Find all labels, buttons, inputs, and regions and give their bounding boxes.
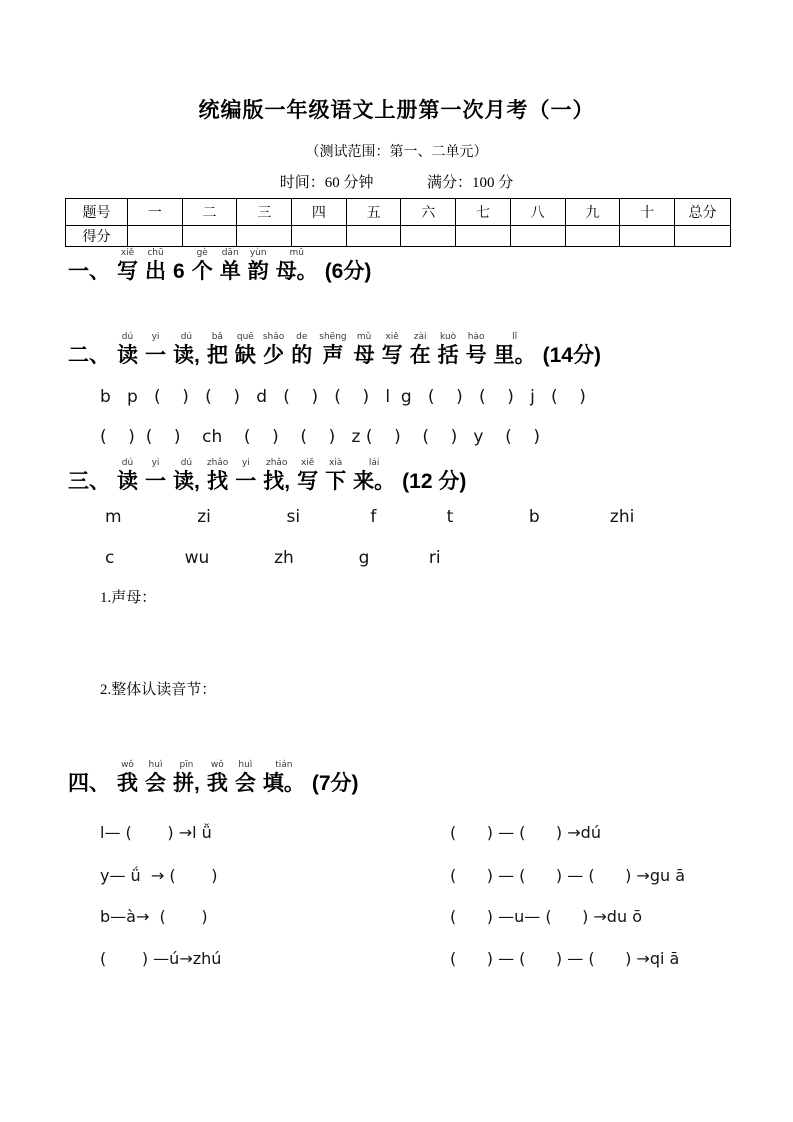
ruby-word: wǒ 我: [117, 760, 138, 795]
score-table-cell: 九: [565, 199, 620, 226]
question-3-sub-whole-syllables: 2.整体认读音节：: [100, 682, 217, 698]
question-4-row-4-right: ( ) — ( ) — ( ) →qi ā: [450, 949, 680, 968]
ruby-word: dú 读,: [173, 458, 200, 493]
ruby-word: xiě 写: [297, 458, 319, 493]
score-table-cell: 十: [620, 199, 675, 226]
question-4-row-3-left: b—à→ ( ): [100, 907, 208, 926]
ruby-word: dú 读: [117, 458, 138, 493]
score-table-cell: 三: [237, 199, 292, 226]
question-4-row-3-right: ( ) —u— ( ) →du ō: [450, 907, 642, 926]
question-4-heading: [68, 760, 359, 797]
question-4-row-2-right: ( ) — ( ) — ( ) →gu ā: [450, 866, 686, 885]
question-4-row-4-left: ( ) —ú→zhú: [100, 949, 222, 968]
score-table-cell: 得分: [66, 226, 128, 247]
ruby-word: mǔ 母: [353, 332, 375, 367]
score-table-cell: 题号: [66, 199, 128, 226]
score-table-cell: 七: [456, 199, 511, 226]
ruby-word: zài 在: [409, 332, 431, 367]
ruby-word: yùn 韵: [247, 248, 269, 283]
question-4-row-1-left: l— ( ) →l ǚ: [100, 823, 212, 842]
ruby-word: 四、: [68, 772, 110, 795]
ruby-word: pīn 拼,: [173, 760, 200, 795]
ruby-word: gè 个: [191, 248, 213, 283]
ruby-word: 6: [173, 260, 185, 283]
test-meta: [0, 171, 793, 192]
test-scope: （测试范围：第一、二单元）: [305, 145, 488, 160]
score-table-cell: 二: [182, 199, 237, 226]
time-label: 时间：60 分钟: [279, 175, 374, 191]
ruby-word: yi 一: [235, 458, 257, 493]
ruby-word: 二、: [68, 344, 110, 367]
ruby-word: shǎo 少: [262, 332, 285, 367]
question-3-sub-initials: 1.声母：: [100, 590, 157, 606]
ruby-word: xià 下: [325, 458, 347, 493]
ruby-word: yi 一: [145, 458, 166, 493]
question-1-heading: [68, 248, 371, 285]
score-table-cell: 总分: [675, 199, 731, 226]
question-3-syllables-row-2: c wu zh g ri: [105, 548, 441, 568]
full-score-label: 满分：100 分: [427, 175, 514, 191]
ruby-word: zhǎo 找: [206, 458, 229, 493]
score-table-cell: [565, 226, 620, 247]
ruby-word: mǔ 母。: [275, 248, 318, 283]
question-2-blanks-row-2: ( ) ( ) ch ( ) ( ) z ( ) ( ) y ( ): [100, 427, 540, 447]
score-table-cell: 六: [401, 199, 456, 226]
ruby-word: lǐ 里。: [493, 332, 536, 367]
ruby-word: (14分): [542, 344, 601, 367]
ruby-word: tián 填。: [262, 760, 305, 795]
question-2-blanks-row-1: b p ( ) ( ) d ( ) ( ) l g ( ) ( ) j ( ): [100, 387, 586, 407]
score-table-cell: [128, 226, 183, 247]
question-3-syllables-row-1: m zi si f t b zhi: [105, 507, 635, 527]
question-3-heading: [68, 458, 466, 495]
ruby-word: dú 读,: [173, 332, 200, 367]
score-table-header-row: [66, 199, 731, 226]
ruby-word: de 的: [291, 332, 313, 367]
question-2-heading: [68, 332, 601, 369]
ruby-word: quē 缺: [234, 332, 256, 367]
score-table-cell: [675, 226, 731, 247]
ruby-word: kuò 括: [437, 332, 459, 367]
ruby-word: (7分): [311, 772, 359, 795]
ruby-word: huì 会: [145, 760, 166, 795]
score-table-cell: 五: [346, 199, 401, 226]
ruby-word: wǒ 我: [206, 760, 228, 795]
score-table-cell: 四: [292, 199, 347, 226]
score-table-cell: [510, 226, 565, 247]
score-table-cell: [237, 226, 292, 247]
ruby-word: dú 读: [117, 332, 138, 367]
question-4-row-1-right: ( ) — ( ) →dú: [450, 823, 601, 842]
ruby-word: dān 单: [219, 248, 241, 283]
score-table-cell: [292, 226, 347, 247]
ruby-word: xiě 写: [381, 332, 403, 367]
ruby-word: huì 会: [234, 760, 256, 795]
score-table-cell: [182, 226, 237, 247]
score-table: [65, 198, 731, 247]
score-table-score-row: [66, 226, 731, 247]
ruby-word: shēng 声: [319, 332, 347, 367]
score-table-cell: [346, 226, 401, 247]
ruby-word: xiě 写: [117, 248, 138, 283]
score-table-cell: [401, 226, 456, 247]
page-title: 统编版一年级语文上册第一次月考（一）: [198, 99, 595, 122]
ruby-word: 三、: [68, 470, 110, 493]
score-table-cell: [456, 226, 511, 247]
ruby-word: zhǎo 找,: [263, 458, 291, 493]
ruby-word: yi 一: [145, 332, 166, 367]
ruby-word: chū 出: [145, 248, 166, 283]
ruby-word: hào 号: [465, 332, 487, 367]
ruby-word: bǎ 把: [206, 332, 228, 367]
score-table-cell: 一: [128, 199, 183, 226]
score-table-cell: 八: [510, 199, 565, 226]
score-table-cell: [620, 226, 675, 247]
question-4-row-2-left: y— ǘ → ( ): [100, 866, 218, 885]
ruby-word: (6分): [324, 260, 372, 283]
ruby-word: 一、: [68, 260, 110, 283]
ruby-word: lái 来。: [353, 458, 396, 493]
ruby-word: (12 分): [402, 470, 467, 493]
